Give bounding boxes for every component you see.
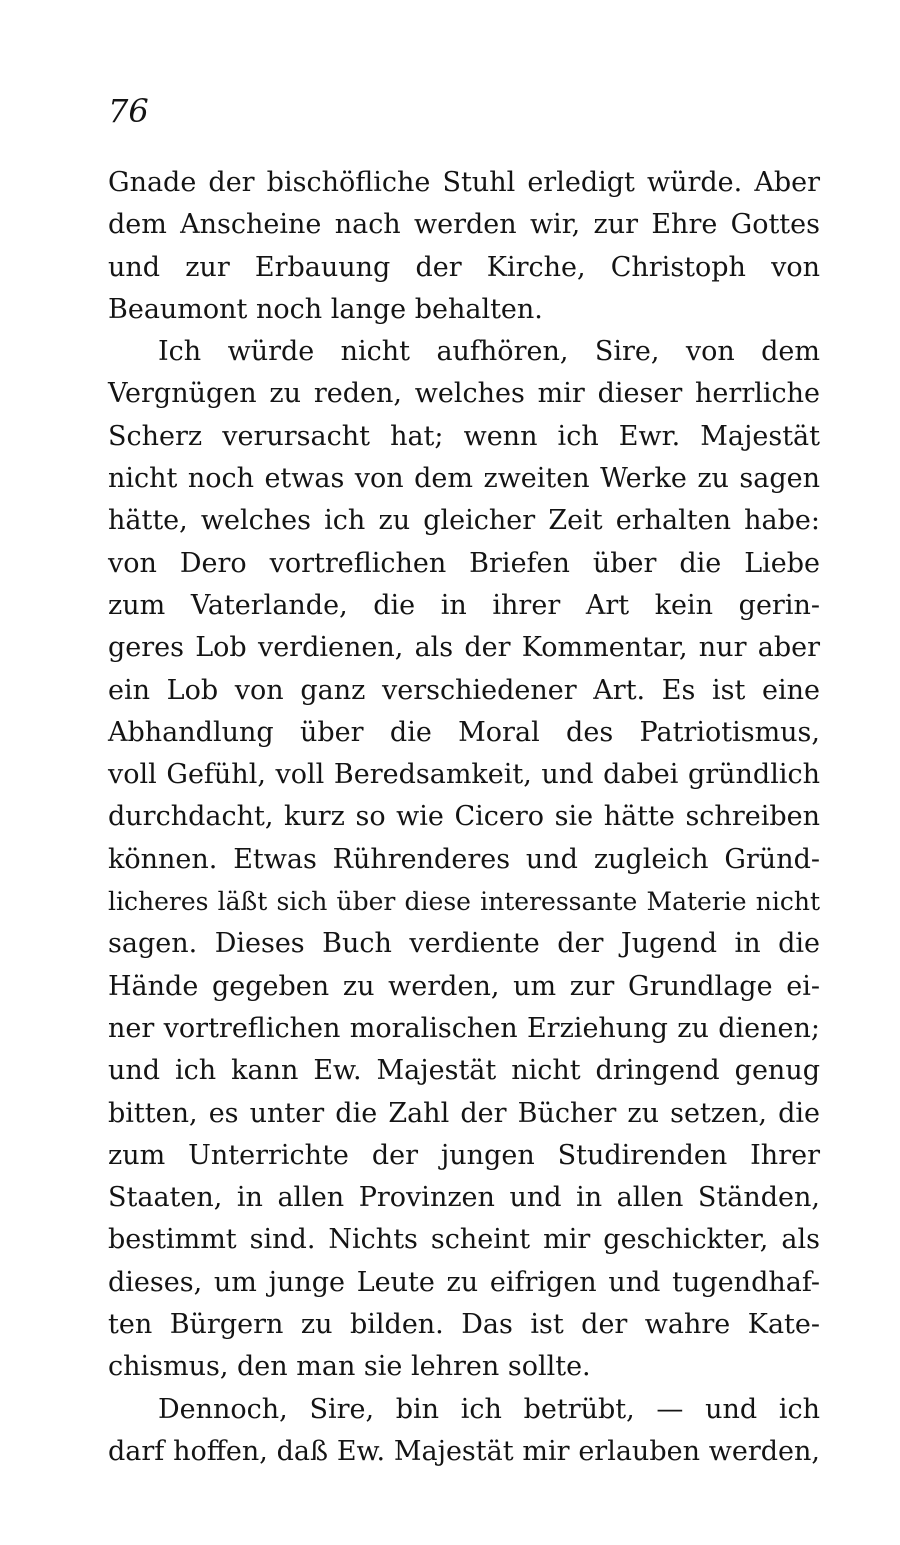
text-line: können. Etwas Rührenderes und zugleich Gründ- bbox=[108, 843, 820, 875]
text-line: zum Vaterlande, die in ihrer Art kein gerin- bbox=[108, 589, 820, 621]
text-line: voll Gefühl, voll Beredsamkeit, und dabei gründlich bbox=[108, 759, 820, 791]
text-line: nicht noch etwas von dem zweiten Werke zu sagen bbox=[108, 463, 820, 495]
text-line: dieses, um junge Leute zu eifrigen und tugendhaf- bbox=[108, 1266, 820, 1298]
text-line: Gnade der bischöfliche Stuhl erledigt würde. Aber bbox=[108, 167, 820, 198]
body-text bbox=[108, 162, 820, 1473]
text-line: ten Bürgern zu bilden. Das ist der wahre Kate- bbox=[108, 1309, 820, 1341]
text-line: dem Anscheine nach werden wir, zur Ehre Gottes bbox=[108, 209, 820, 241]
text-line: zum Unterrichte der jungen Studirenden Ihrer bbox=[108, 1139, 820, 1171]
text-line: Vergnügen zu reden, welches mir dieser herrliche bbox=[108, 378, 820, 410]
text-line: und ich kann Ew. Majestät nicht dringend genug bbox=[108, 1055, 820, 1087]
text-line: Scherz verursacht hat; wenn ich Ewr. Majestät bbox=[108, 420, 820, 452]
text-line: von Dero vortreflichen Briefen über die Liebe bbox=[108, 547, 820, 579]
text-line: Beaumont noch lange behalten. bbox=[108, 293, 543, 325]
text-line: geres Lob verdienen, als der Kommentar, nur aber bbox=[108, 632, 820, 664]
text-line: Ich würde nicht aufhören, Sire, von dem bbox=[158, 336, 820, 368]
text-line: Dennoch, Sire, bin ich betrübt, — und ich bbox=[158, 1393, 820, 1425]
text-line: bitten, es unter die Zahl der Bücher zu setzen, die bbox=[108, 1097, 820, 1129]
text-line: hätte, welches ich zu gleicher Zeit erhalten habe: bbox=[108, 505, 820, 537]
text-line: ein Lob von ganz verschiedener Art. Es ist eine bbox=[108, 674, 820, 706]
text-line: ner vortreflichen moralischen Erziehung zu dienen; bbox=[108, 1012, 820, 1044]
text-line: und zur Erbauung der Kirche, Christoph von bbox=[108, 251, 820, 283]
text-line: durchdacht, kurz so wie Cicero sie hätte schreiben bbox=[108, 801, 820, 833]
text-line: sagen. Dieses Buch verdiente der Jugend in die bbox=[108, 928, 820, 960]
page-number: 76 bbox=[108, 92, 149, 130]
text-line: chismus, den man sie lehren sollte. bbox=[108, 1351, 591, 1383]
text-line: bestimmt sind. Nichts scheint mir geschickter, als bbox=[108, 1224, 820, 1256]
text-line: Hände gegeben zu werden, um zur Grundlage ei- bbox=[108, 970, 820, 1002]
text-line: Staaten, in allen Provinzen und in allen Ständen, bbox=[108, 1182, 820, 1214]
text-line: licheres läßt sich über diese interessante Materie nicht bbox=[108, 887, 820, 917]
text-line: darf hoffen, daß Ew. Majestät mir erlauben werden, bbox=[108, 1435, 820, 1467]
text-line: Abhandlung über die Moral des Patriotismus, bbox=[108, 716, 820, 748]
